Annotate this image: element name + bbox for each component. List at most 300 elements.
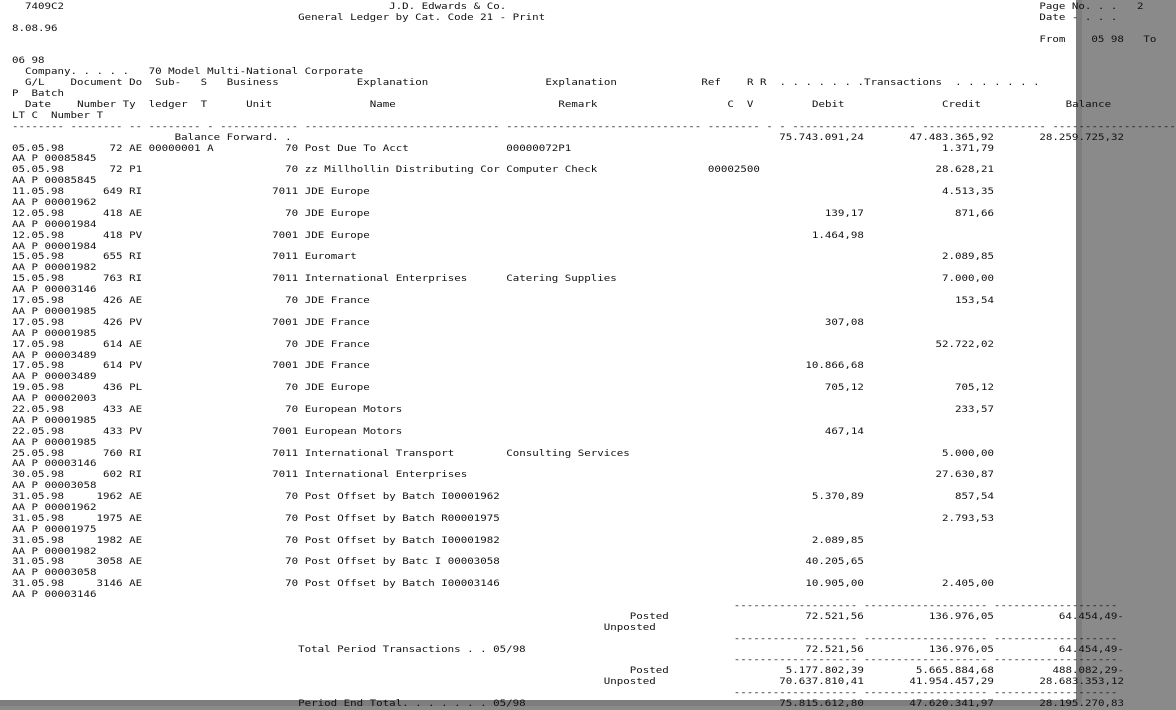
batch-row — [12, 242, 1176, 253]
transaction-date: 17.05.98 — [12, 361, 65, 372]
document-number: 72 — [109, 143, 123, 154]
end-unposted-row — [12, 677, 1176, 688]
company-name: 70 Model Multi-National Corporate — [148, 67, 364, 78]
document-number: 1975 — [96, 513, 123, 524]
batch-row — [12, 263, 1176, 274]
column-header: C — [31, 110, 39, 121]
business-unit: 70 — [285, 579, 299, 590]
balance-forward-label: Balance Forward. . — [174, 132, 292, 143]
column-header: Explanation — [545, 78, 617, 89]
column-header-row-1 — [12, 78, 1176, 89]
business-unit: 70 — [285, 557, 299, 568]
column-header: Explanation — [356, 78, 429, 89]
explanation-name: JDE France — [304, 296, 370, 307]
document-number: 418 — [103, 208, 123, 219]
column-header: R — [746, 78, 754, 89]
batch-number: AA P 00085845 — [12, 154, 97, 165]
from-period: 05 98 — [1091, 34, 1124, 45]
batch-row — [12, 438, 1176, 449]
explanation-name: JDE Europe — [304, 230, 370, 241]
debit-amount: 10.905,00 — [805, 579, 864, 590]
totals-rule: ------------------- ------------------- ------------------- — [727, 688, 1118, 699]
posted-credit: 136.976,05 — [928, 611, 994, 622]
run-date: 8.08.96 — [12, 23, 58, 34]
column-header: P — [12, 89, 19, 100]
transaction-date: 31.05.98 — [12, 535, 65, 546]
transaction-date: 31.05.98 — [12, 492, 65, 503]
document-number: 3058 — [96, 557, 123, 568]
unposted-row — [12, 623, 1176, 634]
column-header: Sub- — [155, 78, 182, 89]
subledger: 00000001 — [148, 143, 201, 154]
column-header: Ty — [122, 100, 136, 111]
explanation-name: International Enterprises — [304, 274, 468, 285]
batch-number: AA P 00002003 — [12, 394, 97, 405]
column-header: Document — [70, 78, 123, 89]
document-number: 3146 — [96, 579, 123, 590]
document-type: AE — [129, 557, 143, 568]
period-total-debit: 72.521,56 — [805, 644, 864, 655]
transaction-row — [12, 449, 1176, 460]
column-header: Ref — [701, 78, 721, 89]
transaction-row — [12, 252, 1176, 263]
column-header: Business — [226, 78, 279, 89]
document-type: RI — [129, 187, 143, 198]
end-posted-balance: 488.082,29- — [1052, 666, 1124, 677]
batch-row — [12, 568, 1176, 579]
spacer-line — [12, 46, 1176, 57]
column-header: Remark — [558, 100, 598, 111]
document-number: 1962 — [96, 492, 123, 503]
transaction-date: 31.05.98 — [12, 557, 65, 568]
explanation-name: Post Offset by Batc I 00003058 — [304, 557, 500, 568]
transaction-date: 05.05.98 — [12, 143, 65, 154]
company-line — [12, 67, 1176, 78]
transaction-row — [12, 557, 1176, 568]
explanation-name: JDE Europe — [304, 187, 370, 198]
debit-amount: 5.370,89 — [811, 492, 864, 503]
column-header: C — [727, 100, 734, 111]
transaction-date: 31.05.98 — [12, 579, 65, 590]
document-number: 418 — [103, 230, 123, 241]
document-type: PV — [129, 317, 143, 328]
document-number: 433 — [103, 404, 123, 415]
business-unit: 70 — [285, 143, 299, 154]
page-number: 2 — [1136, 2, 1144, 12]
date-label: Date - . . . — [1039, 12, 1118, 23]
debit-amount: 467,14 — [824, 426, 864, 437]
explanation-name: JDE France — [304, 317, 370, 328]
end-unposted-label: Unposted — [603, 677, 656, 688]
transaction-row — [12, 274, 1176, 285]
period-end-credit: 47.620.341,97 — [909, 699, 994, 709]
transaction-row — [12, 492, 1176, 503]
credit-amount: 1.371,79 — [941, 143, 994, 154]
transaction-date: 11.05.98 — [12, 187, 65, 198]
transaction-row — [12, 470, 1176, 481]
company-header: J.D. Edwards & Co. — [389, 2, 507, 12]
transaction-date: 31.05.98 — [12, 513, 65, 524]
column-header-row-4 — [12, 111, 1176, 122]
credit-amount: 153,54 — [954, 296, 994, 307]
batch-row — [12, 351, 1176, 362]
transaction-date: 15.05.98 — [12, 252, 65, 263]
batch-number: AA P 00001962 — [12, 502, 97, 513]
column-header-row-3 — [12, 100, 1176, 111]
document-number: 614 — [103, 339, 123, 350]
transaction-date: 12.05.98 — [12, 230, 65, 241]
business-unit: 7011 — [272, 187, 299, 198]
batch-row — [12, 285, 1176, 296]
column-header: ledger — [148, 100, 188, 111]
document-type: AE — [129, 404, 143, 415]
explanation-remark: Consulting Services — [506, 448, 630, 459]
batch-number: AA P 00003489 — [12, 372, 97, 383]
transaction-row — [12, 209, 1176, 220]
debit-amount: 1.464,98 — [811, 230, 864, 241]
batch-number: AA P 00001984 — [12, 219, 97, 230]
credit-amount: 871,66 — [954, 208, 994, 219]
document-number: 602 — [103, 470, 123, 481]
unposted-label: Unposted — [603, 622, 656, 633]
business-unit: 7011 — [272, 470, 299, 481]
explanation-name: Post Offset by Batch I00001982 — [304, 535, 500, 546]
balance-forward-debit: 75.743.091,24 — [779, 132, 864, 143]
credit-amount: 705,12 — [954, 383, 994, 394]
explanation-name: JDE Europe — [304, 208, 370, 219]
document-type: AE — [129, 579, 143, 590]
document-type: PL — [129, 383, 143, 394]
column-header: Credit — [942, 100, 982, 111]
totals-rule — [12, 634, 1176, 645]
business-unit: 70 — [285, 296, 299, 307]
document-type: P1 — [129, 165, 143, 176]
to-period-line — [12, 56, 1176, 67]
transaction-row — [12, 165, 1176, 176]
transaction-date: 30.05.98 — [12, 470, 65, 481]
batch-row — [12, 394, 1176, 405]
header-line-3 — [12, 24, 1176, 35]
period-total-label: Total Period Transactions . . 05/98 — [298, 644, 526, 655]
posted-debit: 72.521,56 — [805, 611, 864, 622]
credit-amount: 52.722,02 — [935, 339, 994, 350]
business-unit: 70 — [285, 404, 299, 415]
document-type: AE — [129, 492, 143, 503]
batch-row — [12, 329, 1176, 340]
document-number: 760 — [103, 448, 123, 459]
column-header: LT — [12, 110, 26, 121]
batch-number: AA P 00001985 — [12, 415, 97, 426]
period-total-balance: 64.454,49- — [1058, 644, 1124, 655]
explanation-name: JDE Europe — [304, 383, 370, 394]
transaction-row — [12, 296, 1176, 307]
business-unit: 7011 — [272, 252, 299, 263]
explanation-remark: Catering Supplies — [506, 274, 617, 285]
transaction-date: 17.05.98 — [12, 317, 65, 328]
column-header: Name — [369, 100, 396, 111]
debit-amount: 307,08 — [824, 317, 864, 328]
end-posted-label: Posted — [629, 666, 669, 677]
document-number: 436 — [103, 383, 123, 394]
credit-amount: 7.000,00 — [941, 274, 994, 285]
credit-amount: 2.405,00 — [941, 579, 994, 590]
from-label: From — [1039, 34, 1066, 45]
batch-number: AA P 00001962 — [12, 198, 97, 209]
explanation-name: Post Offset by Batch R00001975 — [304, 513, 500, 524]
explanation-remark: 00000072P1 — [506, 143, 572, 154]
explanation-name: European Motors — [304, 426, 403, 437]
batch-number: AA P 00003489 — [12, 350, 97, 361]
batch-row — [12, 154, 1176, 165]
column-header: S — [200, 78, 208, 89]
credit-amount: 2.793,53 — [941, 513, 994, 524]
business-unit: 7001 — [272, 361, 299, 372]
document-type: AE — [129, 208, 143, 219]
business-unit: 70 — [285, 513, 299, 524]
header-rule: -------- -------- -- -------- - ------------ ------------------------------ ------------------------------ -------- - - ------------------- ------------------- ------------------- — [12, 121, 1176, 132]
transaction-date: 15.05.98 — [12, 274, 65, 285]
batch-number: AA P 00001985 — [12, 306, 97, 317]
column-header: Number — [51, 110, 91, 121]
balance-forward-balance: 28.259.725,32 — [1039, 132, 1124, 143]
transaction-date: 17.05.98 — [12, 339, 65, 350]
document-number: 1982 — [96, 535, 123, 546]
column-header: G/L — [25, 78, 45, 89]
explanation-name: Post Due To Acct — [304, 143, 409, 154]
document-number: 763 — [103, 274, 123, 285]
transaction-date: 22.05.98 — [12, 404, 65, 415]
posted-row — [12, 612, 1176, 623]
batch-row — [12, 307, 1176, 318]
transaction-row — [12, 383, 1176, 394]
transaction-date: 22.05.98 — [12, 426, 65, 437]
batch-row — [12, 525, 1176, 536]
end-unposted-balance: 28.683.353,12 — [1039, 677, 1124, 688]
batch-number: AA P 00003146 — [12, 590, 97, 601]
end-unposted-debit: 70.637.810,41 — [779, 677, 864, 688]
batch-number: AA P 00001975 — [12, 524, 97, 535]
dot-leader: . . . . . . . — [772, 78, 865, 89]
totals-rule: ------------------- ------------------- ------------------- — [727, 633, 1118, 644]
posted-balance: 64.454,49- — [1058, 611, 1124, 622]
program-id: 7409C2 — [25, 2, 65, 12]
credit-amount: 233,57 — [954, 404, 994, 415]
batch-number: AA P 00001984 — [12, 241, 97, 252]
business-unit: 70 — [285, 492, 299, 503]
credit-amount: 5.000,00 — [941, 448, 994, 459]
column-header: Unit — [246, 100, 273, 111]
business-unit: 70 — [285, 535, 299, 546]
transaction-row — [12, 187, 1176, 198]
transaction-date: 19.05.98 — [12, 383, 65, 394]
debit-amount: 2.089,85 — [811, 535, 864, 546]
period-total-row — [12, 645, 1176, 656]
document-type: AE — [129, 535, 143, 546]
document-type: AE — [129, 339, 143, 350]
end-posted-row — [12, 666, 1176, 677]
explanation-name: JDE France — [304, 361, 370, 372]
explanation-name: zz Millhollin Distributing Cor — [304, 165, 500, 176]
explanation-name: Euromart — [304, 252, 357, 263]
credit-amount: 2.089,85 — [941, 252, 994, 263]
totals-rule — [12, 601, 1176, 612]
general-ledger-report — [12, 2, 1176, 710]
business-unit: 70 — [285, 339, 299, 350]
document-number: 655 — [103, 252, 123, 263]
document-number: 72 — [109, 165, 123, 176]
balance-forward-credit: 47.483.365,92 — [909, 132, 994, 143]
period-end-total-row — [12, 699, 1176, 710]
document-type: AE — [129, 513, 143, 524]
balance-forward-row — [12, 133, 1176, 144]
credit-amount: 857,54 — [954, 492, 994, 503]
document-type: RI — [129, 252, 143, 263]
credit-amount: 27.630,87 — [935, 470, 994, 481]
transaction-date: 25.05.98 — [12, 448, 65, 459]
batch-number: AA P 00001982 — [12, 546, 97, 557]
batch-number: AA P 00085845 — [12, 176, 97, 187]
column-header: T — [200, 100, 208, 111]
batch-number: AA P 00001982 — [12, 263, 97, 274]
business-unit: 7001 — [272, 426, 299, 437]
document-number: 426 — [103, 317, 123, 328]
batch-row — [12, 416, 1176, 427]
period-end-debit: 75.815.612,80 — [779, 699, 864, 709]
batch-number: AA P 00001985 — [12, 437, 97, 448]
batch-row — [12, 459, 1176, 470]
column-header: Date — [25, 100, 52, 111]
column-header: Number — [77, 100, 117, 111]
debit-amount: 40.205,65 — [805, 557, 864, 568]
end-posted-credit: 5.665.884,68 — [915, 666, 994, 677]
credit-amount: 28.628,21 — [935, 165, 994, 176]
document-number: 614 — [103, 361, 123, 372]
batch-row — [12, 481, 1176, 492]
column-header: Balance — [1065, 100, 1112, 111]
column-header: R — [759, 78, 767, 89]
business-unit: 7001 — [272, 230, 299, 241]
to-label: To — [1143, 34, 1157, 45]
document-type: AE — [129, 296, 143, 307]
credit-amount: 4.513,35 — [941, 187, 994, 198]
batch-row — [12, 372, 1176, 383]
business-unit: 70 — [285, 208, 299, 219]
transaction-date: 17.05.98 — [12, 296, 65, 307]
column-header: Batch — [31, 89, 65, 100]
header-rule — [12, 122, 1176, 133]
totals-rule — [12, 688, 1176, 699]
document-type: RI — [129, 274, 143, 285]
explanation-name: European Motors — [304, 404, 403, 415]
explanation-name: JDE France — [304, 339, 370, 350]
dot-leader: . . . . . . . — [948, 78, 1040, 89]
transaction-row — [12, 144, 1176, 155]
column-header: Do — [129, 78, 143, 89]
totals-rule: ------------------- ------------------- ------------------- — [727, 600, 1118, 611]
report-title: General Ledger by Cat. Code 21 - Print — [298, 12, 546, 23]
document-type: RI — [129, 470, 143, 481]
transaction-row — [12, 361, 1176, 372]
document-type: RI — [129, 448, 143, 459]
period-end-balance: 28.195.270,83 — [1039, 699, 1124, 709]
header-line-2 — [12, 13, 1176, 24]
batch-number: AA P 00003058 — [12, 481, 97, 492]
transaction-row — [12, 340, 1176, 351]
document-type: AE — [129, 143, 143, 154]
column-header: T — [96, 110, 104, 121]
period-end-label: Period End Total. . . . . . . 05/98 — [298, 699, 526, 709]
transaction-row — [12, 536, 1176, 547]
reference: 00002500 — [707, 165, 760, 176]
posted-label: Posted — [629, 611, 669, 622]
debit-amount: 139,17 — [824, 208, 864, 219]
batch-row — [12, 547, 1176, 558]
transaction-row — [12, 579, 1176, 590]
column-header: Debit — [811, 100, 845, 111]
document-type: PV — [129, 230, 143, 241]
batch-row — [12, 503, 1176, 514]
column-header: V — [746, 100, 754, 111]
period-total-credit: 136.976,05 — [928, 644, 994, 655]
transaction-row — [12, 514, 1176, 525]
explanation-name: Post Offset by Batch I00001962 — [304, 492, 500, 503]
explanation-remark: Computer Check — [506, 165, 598, 176]
transaction-row — [12, 231, 1176, 242]
transaction-row — [12, 318, 1176, 329]
totals-rule: ------------------- ------------------- ------------------- — [727, 655, 1118, 666]
debit-amount: 10.866,68 — [805, 361, 864, 372]
transaction-row — [12, 427, 1176, 438]
subledger-type: A — [207, 143, 214, 154]
page-number-label: Page No. . . — [1039, 2, 1118, 12]
company-label: Company. . . . . — [25, 67, 130, 78]
transaction-date: 05.05.98 — [12, 165, 65, 176]
batch-row — [12, 590, 1176, 601]
column-header-row-2 — [12, 89, 1176, 100]
business-unit: 7001 — [272, 317, 299, 328]
end-posted-debit: 5.177.802,39 — [785, 666, 864, 677]
business-unit: 7011 — [272, 274, 299, 285]
transaction-date: 12.05.98 — [12, 208, 65, 219]
document-type: PV — [129, 426, 143, 437]
explanation-name: Post Offset by Batch I00003146 — [304, 579, 500, 590]
batch-row — [12, 176, 1176, 187]
header-line-4 — [12, 35, 1176, 46]
totals-rule — [12, 655, 1176, 666]
batch-number: AA P 00001985 — [12, 328, 97, 339]
to-period: 06 98 — [12, 56, 45, 67]
business-unit: 70 — [285, 383, 299, 394]
document-type: PV — [129, 361, 143, 372]
batch-row — [12, 220, 1176, 231]
business-unit: 7011 — [272, 448, 299, 459]
explanation-name: International Transport — [304, 448, 455, 459]
document-number: 433 — [103, 426, 123, 437]
header-line-1 — [12, 2, 1176, 13]
transaction-row — [12, 405, 1176, 416]
batch-row — [12, 198, 1176, 209]
document-number: 649 — [103, 187, 123, 198]
batch-number: AA P 00003146 — [12, 285, 97, 296]
explanation-name: International Enterprises — [304, 470, 468, 481]
business-unit: 70 — [285, 165, 299, 176]
debit-amount: 705,12 — [824, 383, 864, 394]
document-number: 426 — [103, 296, 123, 307]
batch-number: AA P 00003146 — [12, 459, 97, 470]
batch-number: AA P 00003058 — [12, 568, 97, 579]
column-header: Transactions — [864, 78, 943, 89]
end-unposted-credit: 41.954.457,29 — [909, 677, 994, 688]
